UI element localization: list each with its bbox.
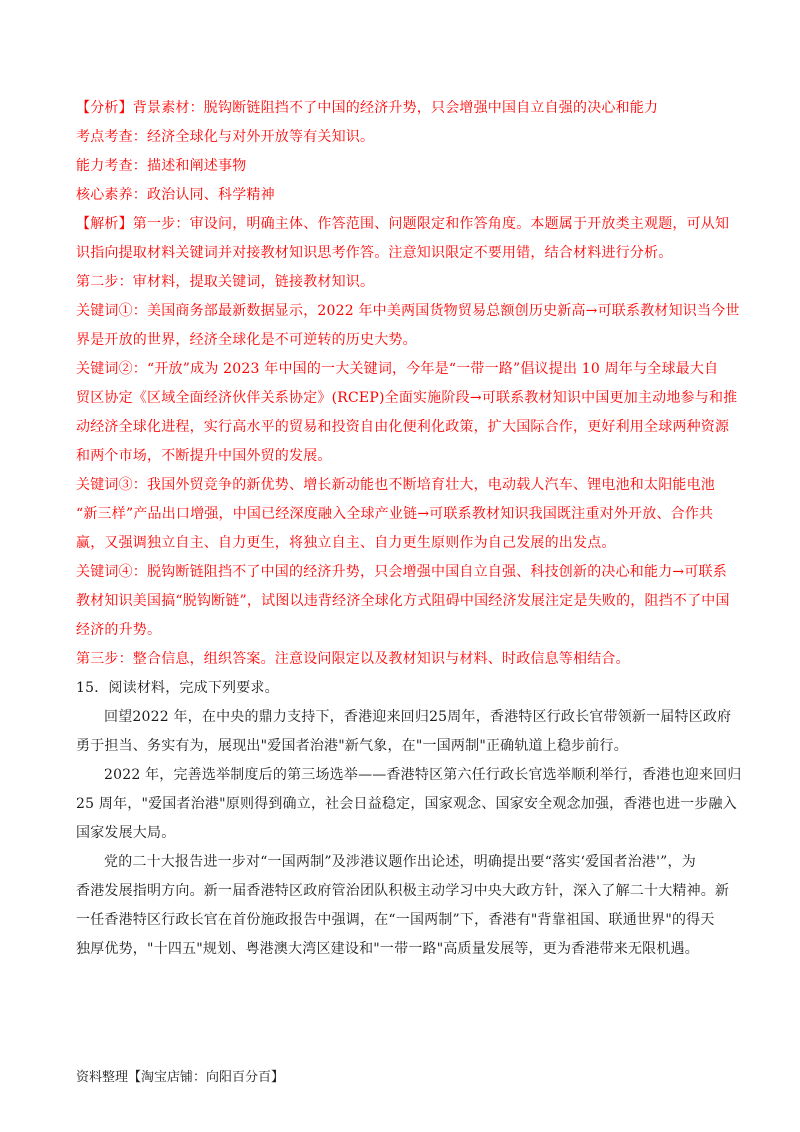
- material-line: 独厚优势，"十四五"规划、粤港澳大湾区建设和"一带一路"高质量发展等，更为香港带来无限机遇。: [76, 941, 699, 957]
- material-line: 香港发展指明方向。新一届香港特区政府管治团队积极主动学习中央大政方针，深入了解二十大精神。新: [76, 883, 730, 899]
- material-line: 一任香港特区行政长官在首份施政报告中强调，在“一国两制”下，香港有"背靠祖国、联通世界"的得天: [76, 912, 715, 928]
- analysis-line: 考点考查：经济全球化与对外开放等有关知识。: [76, 129, 375, 145]
- material-line: 2022 年，完善选举制度后的第三场选举——香港特区第六任行政长官选举顺利举行，香港也迎来回归: [104, 767, 742, 783]
- keyword-line: 关键词①：美国商务部最新数据显示，2022 年中美两国货物贸易总额创历史新高→可联系教材知识当今世: [76, 303, 740, 319]
- explanation-line: 【解析】第一步：审设问，明确主体、作答范围、问题限定和作答角度。本题属于开放类主观题，可从知: [76, 216, 730, 232]
- keyword-line: “新三样”产品出口增强，中国已经深度融入全球产业链→可联系教材知识我国既注重对外开放、合作共: [76, 506, 714, 522]
- material-line: 回望2022 年，在中央的鼎力支持下，香港迎来回归25周年，香港特区行政长官带领新一届特区政府: [104, 709, 732, 725]
- keyword-line: 和两个市场，不断提升中国外贸的发展。: [76, 448, 332, 464]
- keyword-line: 经济的升势。: [76, 622, 162, 638]
- page-footer: 资料整理【淘宝店铺：向阳百分百】: [76, 1070, 285, 1085]
- keyword-line: 关键词④：脱钩断链阻挡不了中国的经济升势，只会增强中国自立自强、科技创新的决心和能力→可联系: [76, 564, 727, 580]
- question-stem: 15．阅读材料，完成下列要求。: [76, 680, 279, 696]
- explanation-line: 第二步：审材料，提取关键词，链接教材知识。: [76, 274, 375, 290]
- explanation-line: 第三步：整合信息，组织答案。注意设问限定以及教材知识与材料、时政信息等相结合。: [76, 651, 630, 667]
- keyword-line: 界是开放的世界，经济全球化是不可逆转的历史大势。: [76, 332, 417, 348]
- analysis-line: 能力考查：描述和阐述事物: [76, 158, 247, 174]
- material-line: 党的二十大报告进一步对“一国两制”及涉港议题作出论述，明确提出要“落实‘爱国者治港'”，为: [104, 854, 696, 870]
- material-line: 国家发展大局。: [76, 825, 176, 841]
- material-line: 25 周年，"爱国者治港"原则得到确立，社会日益稳定，国家观念、国家安全观念加强，香港也进一步融入: [76, 796, 737, 812]
- analysis-line: 【分析】背景素材：脱钩断链阻挡不了中国的经济升势，只会增强中国自立自强的决心和能力: [76, 100, 659, 116]
- keyword-line: 动经济全球化进程，实行高水平的贸易和投资自由化便利化政策，扩大国际合作，更好利用全球两种资源: [76, 419, 730, 435]
- keyword-line: 贸区协定《区域全面经济伙伴关系协定》(RCEP)全面实施阶段→可联系教材知识中国更加主动地参与和推: [76, 390, 738, 406]
- material-line: 勇于担当、务实有为，展现出"爱国者治港"新气象，在"一国两制"正确轨道上稳步前行。: [76, 738, 628, 754]
- analysis-line: 核心素养：政治认同、科学精神: [76, 187, 275, 203]
- keyword-line: 关键词②：“开放”成为 2023 年中国的一大关键词，今年是“一带一路”倡议提出 10 周年与全球最大自: [76, 361, 719, 377]
- keyword-line: 教材知识美国搞“脱钩断链”，试图以违背经济全球化方式阻碍中国经济发展注定是失败的，阻挡不了中国: [76, 593, 730, 609]
- keyword-line: 关键词③：我国外贸竞争的新优势、增长新动能也不断培育壮大，电动载人汽车、锂电池和太阳能电池: [76, 477, 715, 493]
- keyword-line: 赢，又强调独立自主、自力更生，将独立自主、自力更生原则作为自己发展的出发点。: [76, 535, 616, 551]
- explanation-line: 识指向提取材料关键词并对接教材知识思考作答。注意知识限定不要用错，结合材料进行分析。: [76, 245, 673, 261]
